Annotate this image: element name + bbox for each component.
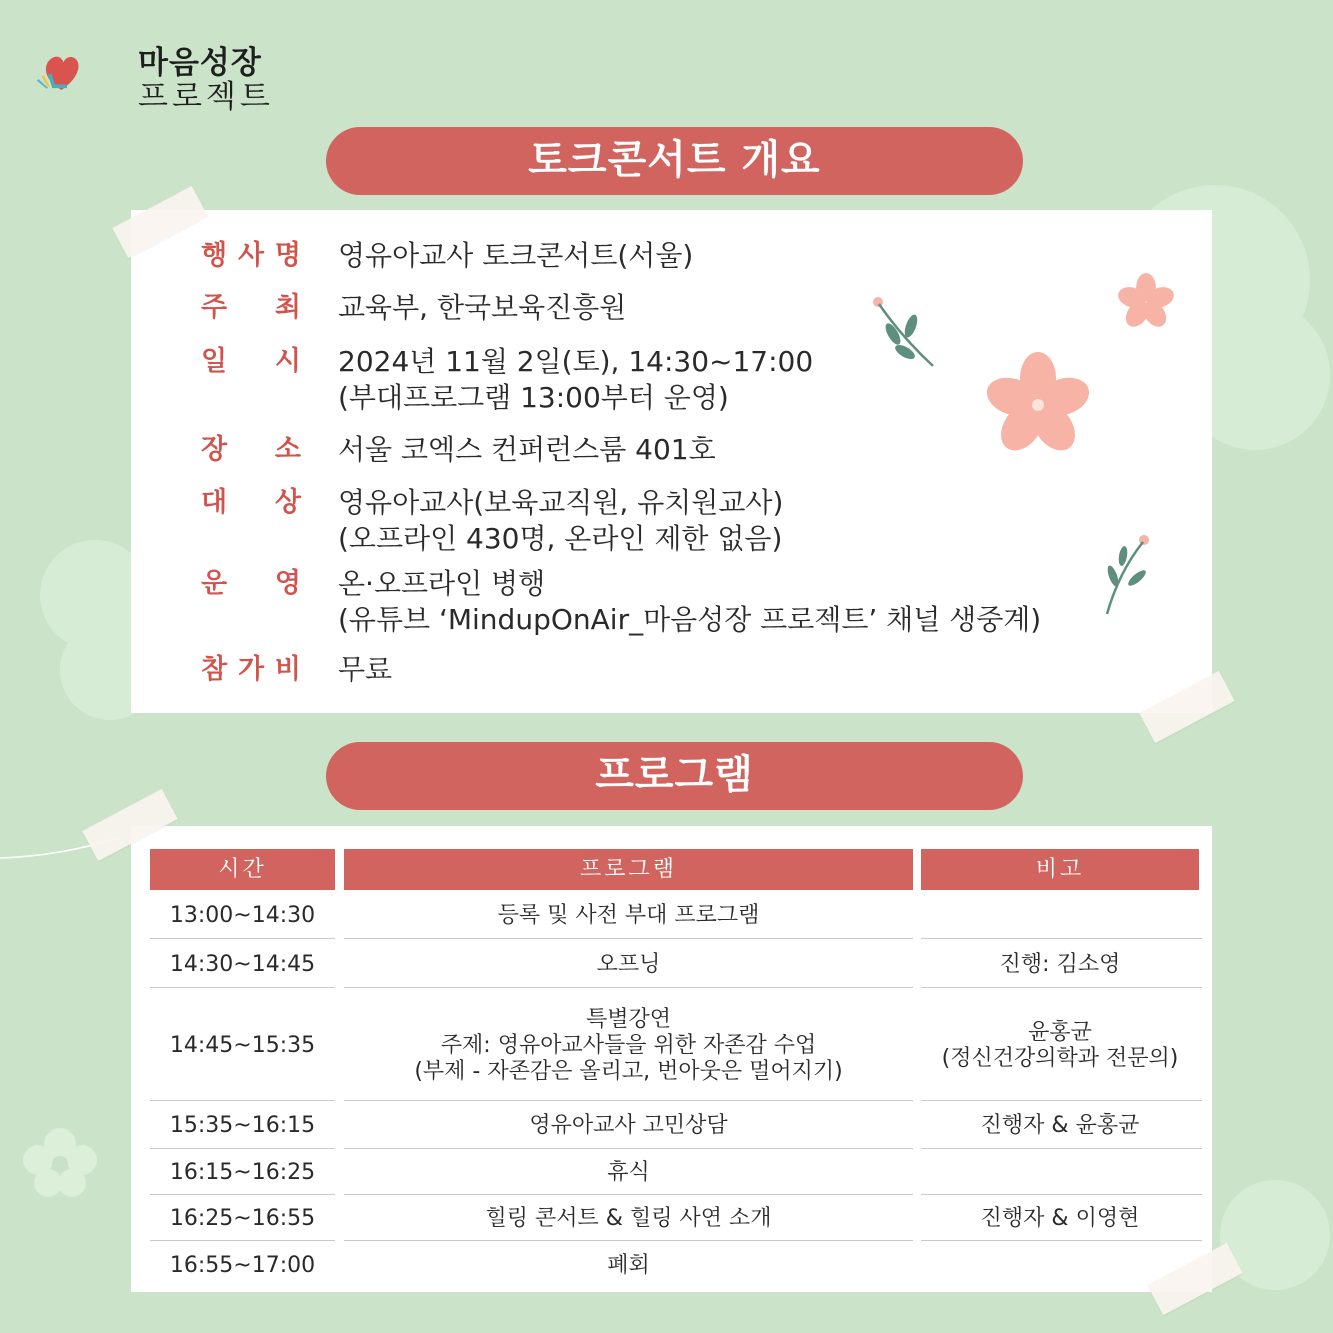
note-cell-line: 윤홍균 xyxy=(1028,1019,1092,1045)
info-value: 2024년 11월 2일(토), 14:30~17:00 xyxy=(338,345,814,378)
note-cell-line: 진행: 김소영 xyxy=(999,951,1121,977)
time-cell-line: 16:55~17:00 xyxy=(169,1253,316,1278)
time-cell-line: 13:00~14:30 xyxy=(169,903,316,928)
program-cell-line: 휴식 xyxy=(607,1160,650,1185)
note-cell xyxy=(921,1020,1199,1072)
program-cell-line: 영유아교사 고민상담 xyxy=(529,1113,728,1138)
program-cell xyxy=(344,903,913,929)
info-value: 온·오프라인 병행 xyxy=(338,567,546,600)
info-value: 영유아교사(보육교직원, 유치원교사) xyxy=(338,486,784,519)
table-row-divider xyxy=(344,1240,913,1241)
flower-icon xyxy=(1116,272,1176,332)
logo-line1: 마음성장 xyxy=(138,45,262,81)
table-row-divider xyxy=(344,938,913,939)
table-row-divider xyxy=(344,1148,913,1149)
info-label-char: 일 xyxy=(201,346,228,377)
time-cell xyxy=(150,1253,335,1279)
info-label-char: 행 xyxy=(201,240,228,271)
table-row-divider xyxy=(921,1148,1202,1149)
flower-icon xyxy=(983,350,1093,460)
info-label-char: 명 xyxy=(274,240,301,271)
table-row-divider xyxy=(344,1100,913,1101)
program-cell xyxy=(344,1253,913,1279)
logo-text xyxy=(138,46,274,114)
program-cell-line: 오프닝 xyxy=(596,951,661,977)
info-label-char: 시 xyxy=(274,346,301,377)
info-value: (오프라인 430명, 온라인 제한 없음) xyxy=(338,522,783,555)
time-cell-line: 14:45~15:35 xyxy=(169,1032,316,1058)
program-cell xyxy=(344,1206,913,1232)
table-row-divider xyxy=(150,987,335,988)
heart-logo-icon xyxy=(34,28,144,118)
program-cell xyxy=(344,952,913,978)
sprig-icon xyxy=(1099,532,1159,617)
info-label xyxy=(201,566,301,602)
time-cell xyxy=(150,1160,335,1186)
program-title: 프로그램 xyxy=(326,742,1023,810)
note-cell xyxy=(921,1113,1199,1139)
time-cell xyxy=(150,1033,335,1059)
table-row-divider xyxy=(344,987,913,988)
time-cell xyxy=(150,1113,335,1139)
info-label-char: 비 xyxy=(274,654,301,685)
time-cell xyxy=(150,903,335,929)
info-label-char: 운 xyxy=(201,568,228,599)
program-cell-line: 주제: 영유아교사들을 위한 자존감 수업 xyxy=(440,1032,817,1058)
note-cell xyxy=(921,1206,1199,1232)
program-cell-line: 힐링 콘서트 & 힐링 사연 소개 xyxy=(485,1206,772,1231)
info-value: (부대프로그램 13:00부터 운영) xyxy=(338,381,729,414)
program-cell xyxy=(344,1007,913,1085)
time-cell-line: 14:30~14:45 xyxy=(169,951,316,977)
table-header: 비고 xyxy=(921,849,1199,890)
table-row-divider xyxy=(150,1194,335,1195)
info-label xyxy=(201,290,301,326)
table-row-divider xyxy=(921,1100,1202,1101)
program-cell-line: 특별강연 xyxy=(585,1006,671,1032)
note-cell-line: 진행자 & 이영현 xyxy=(980,1206,1140,1231)
time-cell-line: 16:25~16:55 xyxy=(169,1206,316,1231)
sprig-icon xyxy=(871,296,941,371)
table-row-divider xyxy=(150,1100,335,1101)
program-cell-line: (부제 - 자존감은 올리고, 번아웃은 멀어지기) xyxy=(414,1058,843,1084)
info-label-char: 대 xyxy=(201,487,228,518)
table-row-divider xyxy=(921,938,1202,939)
info-label xyxy=(201,238,301,274)
note-cell xyxy=(921,952,1199,978)
info-label-char: 소 xyxy=(274,434,301,465)
info-label-char: 사 xyxy=(237,240,265,271)
program-cell-line: 폐회 xyxy=(607,1253,650,1278)
info-label-char: 상 xyxy=(274,487,301,518)
table-row-divider xyxy=(150,1240,335,1241)
time-cell xyxy=(150,1206,335,1232)
table-row-divider xyxy=(150,938,335,939)
info-label xyxy=(201,344,301,380)
info-value: 교육부, 한국보육진흥원 xyxy=(338,291,627,324)
info-value: (유튜브 ‘MindupOnAir_마음성장 프로젝트’ 채널 생중계) xyxy=(338,603,1042,636)
info-label-char: 참 xyxy=(201,654,228,685)
info-label xyxy=(201,432,301,468)
small-bg-flower-icon xyxy=(20,1128,100,1198)
overview-card xyxy=(131,210,1212,713)
program-cell xyxy=(344,1113,913,1139)
info-value: 무료 xyxy=(338,653,393,686)
table-row-divider xyxy=(921,1194,1202,1195)
table-row-divider xyxy=(150,1148,335,1149)
info-label-char: 영 xyxy=(274,568,301,599)
logo-line2: 프로젝트 xyxy=(138,79,274,115)
time-cell-line: 16:15~16:25 xyxy=(169,1160,316,1185)
info-value: 서울 코엑스 컨퍼런스룸 401호 xyxy=(338,433,716,466)
info-label xyxy=(201,485,301,521)
table-row-divider xyxy=(344,1194,913,1195)
table-row-divider xyxy=(921,987,1202,988)
info-label-char: 주 xyxy=(201,292,228,323)
overview-title: 토크콘서트 개요 xyxy=(326,127,1023,195)
program-cell xyxy=(344,1160,913,1186)
table-header: 프로그램 xyxy=(344,849,913,890)
info-label-char: 최 xyxy=(274,292,301,323)
note-cell-line: 진행자 & 윤홍균 xyxy=(980,1113,1140,1138)
info-value: 영유아교사 토크콘서트(서울) xyxy=(338,239,694,272)
time-cell-line: 15:35~16:15 xyxy=(169,1113,316,1138)
program-cell-line: 등록 및 사전 부대 프로그램 xyxy=(497,903,760,928)
table-row-divider xyxy=(921,1240,1202,1241)
info-label-char: 가 xyxy=(237,654,265,685)
table-header: 시간 xyxy=(150,849,335,890)
info-label xyxy=(201,652,301,688)
time-cell xyxy=(150,952,335,978)
info-label-char: 장 xyxy=(201,434,228,465)
note-cell-line: (정신건강의학과 전문의) xyxy=(941,1045,1179,1071)
